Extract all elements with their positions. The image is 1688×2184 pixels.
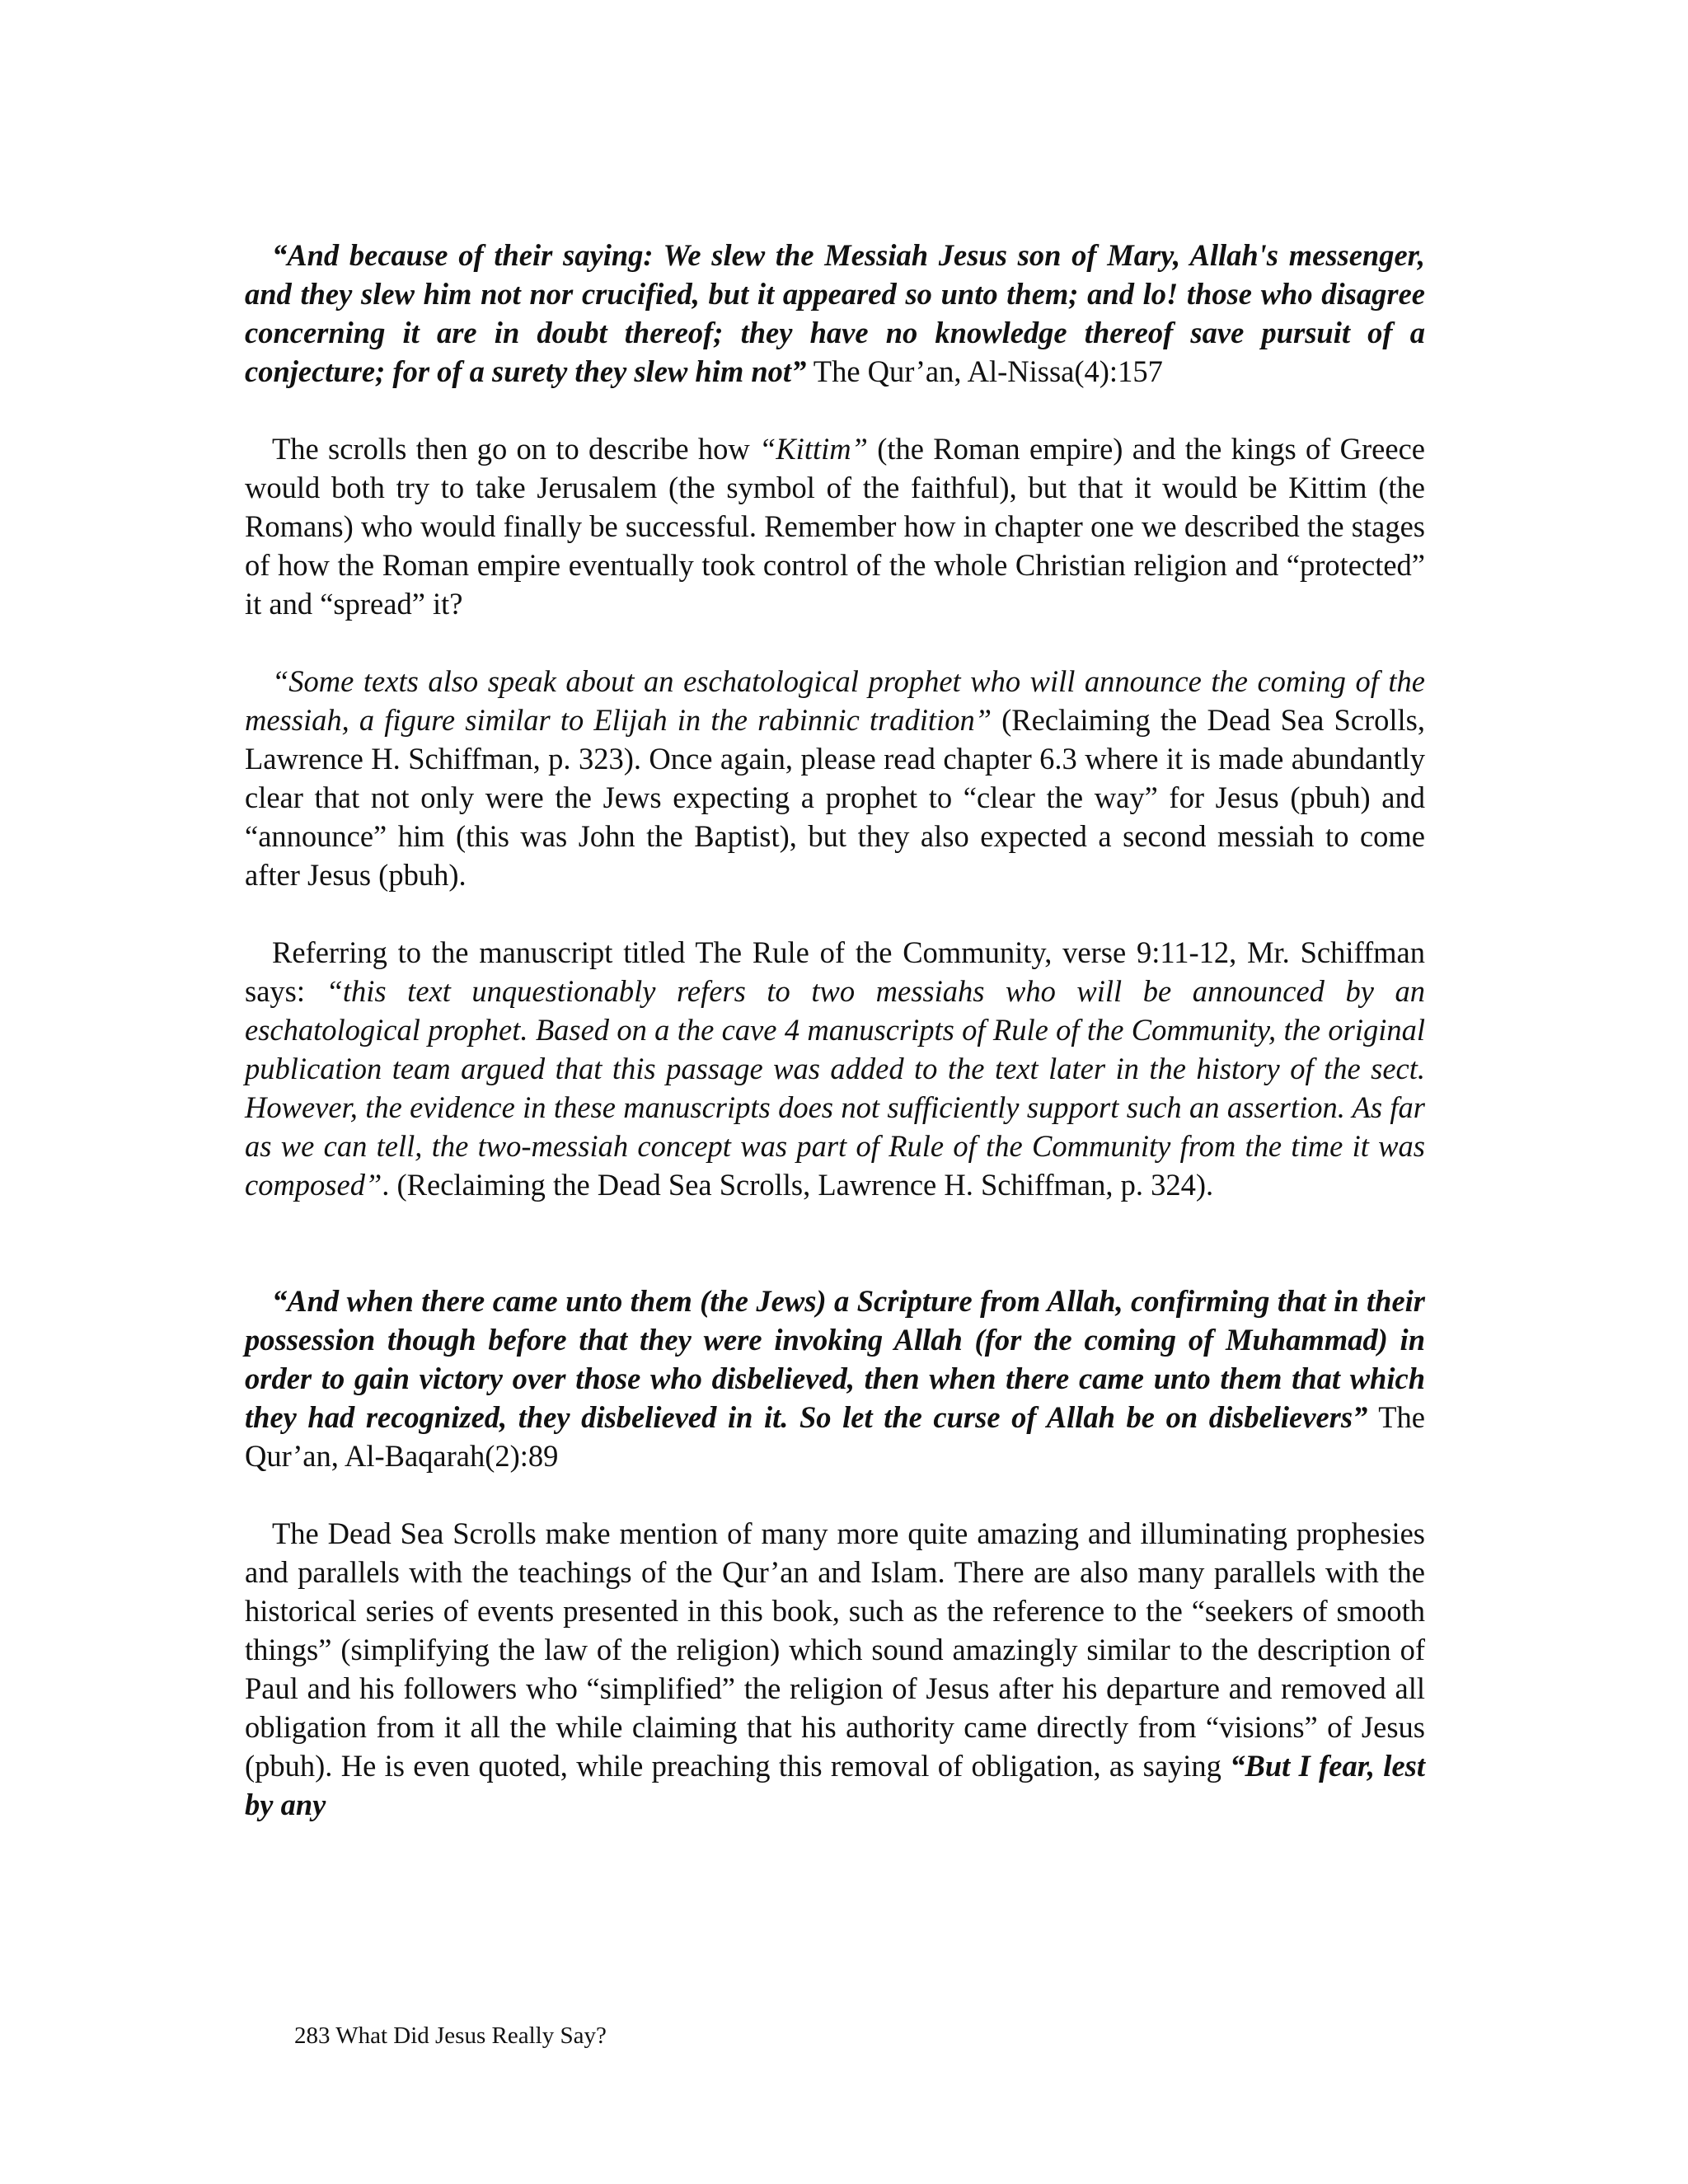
quote-schiffman-324: “this text unquestionably refers to two messiahs who will be announced by an eschatological prophet. Based on a the cave 4 manuscripts of Rule of the Community, the original publication team argued that this passage was added to the text later in the history of the sect. However, the evidence in these manuscripts does not sufficiently support such an assertion. As far as we can tell, the two-messiah concept was part of Rule of the Community from the time it was composed”: [245, 974, 1426, 1202]
text-rule-intro: Referring to the manuscript titled The Rule of the Community, verse 9:11-12, Mr. Schiffman says:: [245, 935, 1425, 1008]
paragraph-quran-baqarah: [245, 1282, 1425, 1475]
body-text: [245, 236, 1425, 1824]
text-parallels-body: The Dead Sea Scrolls make mention of many more quite amazing and illuminating prophesies and parallels with the teachings of the Qur’an and Islam. There are also many parallels with the historical series of events presented in this book, such as the reference to the “seekers of smooth things” (simplifying the law of the religion) which sound amazingly similar to the description of Paul and his followers who “simplified” the religion of Jesus after his departure and removed all obligation from it all the while claiming that his authority came directly from “visions” of Jesus (pbuh). He is even quoted, while preaching this removal of obligation, as saying: [245, 1516, 1425, 1783]
term-kittim: “Kittim”: [759, 432, 868, 466]
text-prophet-body: (Reclaiming the Dead Sea Scrolls, Lawrence H. Schiffman, p. 323). Once again, please read chapter 6.3 where it is made abundantly clear that not only were the Jews expecting a prophet to “clear the way” for Jesus (pbuh) and “announce” him (this was John the Baptist), but they also expected a second messiah to come after Jesus (pbuh).: [245, 703, 1426, 892]
quote-nissa: “And because of their saying: We slew the Messiah Jesus son of Mary, Allah's messenger, and they slew him not nor crucified, but it appeared so unto them; and lo! those who disagree concerning it are in doubt thereof; they have no knowledge thereof save pursuit of a conjecture; for of a surety they slew him not”: [245, 238, 1425, 388]
text-kittim-body: (the Roman empire) and the kings of Greece would both try to take Jerusalem (the symbol of the faithful), but that it would be Kittim (the Romans) who would finally be successful. Remember how in chapter one we described the stages of how the Roman empire eventually took control of the whole Christian religion and “protected” it and “spread” it?: [245, 432, 1425, 621]
paragraph-quran-nissa: [245, 236, 1425, 391]
paragraph-kittim: [245, 429, 1425, 623]
paragraph-rule-of-community: [245, 933, 1425, 1204]
paragraph-eschatological-prophet: [245, 662, 1425, 894]
page-footer: 283 What Did Jesus Really Say?: [294, 2022, 607, 2049]
paragraph-dead-sea-parallels: [245, 1514, 1425, 1824]
quote-schiffman-323: “Some texts also speak about an eschatological prophet who will announce the coming of the messiah, a figure similar to Elijah in the rabinnic tradition”: [245, 664, 1425, 737]
text-kittim-intro: The scrolls then go on to describe how: [272, 432, 760, 466]
quote-paul-start: “But I fear, lest by any: [245, 1749, 1425, 1821]
quote-baqarah: “And when there came unto them (the Jews) a Scripture from Allah, confirming that in their possession though before that they were invoking Allah (for the coming of Muhammad) in order to gain victory over those who disbelieved, then when there came unto them that which they had recognized, they disbelieved in it. So let the curse of Allah be on disbelievers”: [245, 1284, 1425, 1434]
citation-schiffman-324: . (Reclaiming the Dead Sea Scrolls, Lawrence H. Schiffman, p. 324).: [382, 1168, 1214, 1202]
citation-nissa: The Qur’an, Al-Nissa(4):157: [806, 354, 1163, 388]
citation-baqarah: The Qur’an, Al-Baqarah(2):89: [245, 1400, 1425, 1473]
